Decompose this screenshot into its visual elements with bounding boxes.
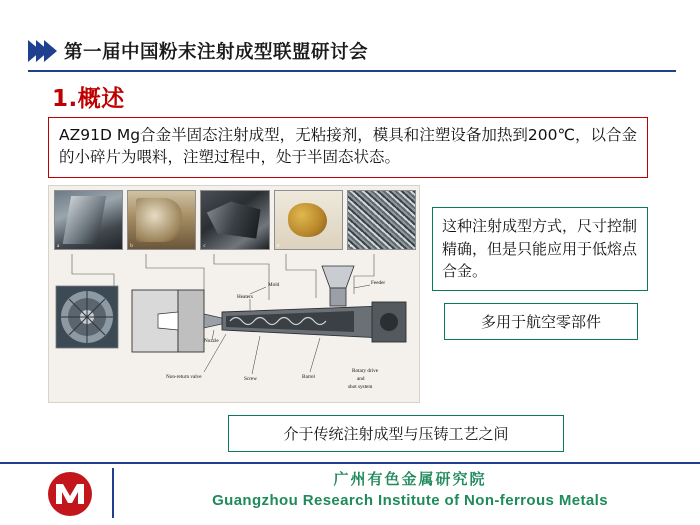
svg-text:Rotary drive: Rotary drive — [352, 368, 379, 374]
header-title: 第一届中国粉末注射成型联盟研讨会 — [64, 42, 369, 63]
photo-label-b: b — [130, 244, 133, 249]
photo-label-e: e — [349, 244, 353, 249]
slide-footer — [0, 464, 700, 525]
sample-photo-c — [200, 190, 269, 250]
svg-text:shot system: shot system — [348, 384, 373, 390]
footer-vertical-divider — [112, 468, 114, 518]
double-chevron-right-icon — [28, 40, 52, 62]
svg-text:Mold: Mold — [268, 282, 280, 288]
photo-label-d: d — [276, 244, 280, 249]
svg-text:Heaters: Heaters — [237, 294, 253, 300]
injection-molding-diagram — [54, 254, 416, 399]
callout-process-position: 介于传统注射成型与压铸工艺之间 — [228, 415, 564, 452]
slide-header — [28, 36, 676, 66]
summary-text: AZ91D Mg合金半固态注射成型，无粘接剂，模具和注塑设备加热到200℃，以合金的小碎片为喂料，注塑过程中，处于半固态状态。 — [59, 126, 637, 167]
sample-photo-d — [274, 190, 343, 250]
sample-photo-b — [127, 190, 196, 250]
footer-name-en: Guangzhou Research Institute of Non-ferrous Metals — [212, 492, 608, 509]
summary-text-box — [48, 117, 648, 178]
svg-text:Non-return valve: Non-return valve — [166, 374, 202, 380]
photo-label-c: c — [203, 244, 206, 249]
callout-precision: 这种注射成型方式，尺寸控制精确，但是只能应用于低熔点合金。 — [432, 207, 648, 291]
sample-photo-e — [347, 190, 416, 250]
footer-name-cn: 广州有色金属研究院 — [333, 470, 487, 488]
svg-text:Feeder: Feeder — [371, 280, 386, 286]
header-divider — [28, 70, 676, 72]
page-title: 1.概述 — [52, 86, 125, 112]
svg-text:Barrel: Barrel — [302, 374, 315, 380]
institute-logo-icon — [44, 470, 96, 518]
svg-text:Nozzle: Nozzle — [204, 338, 219, 344]
callout-aerospace: 多用于航空零部件 — [444, 303, 638, 340]
svg-text:and: and — [357, 376, 365, 382]
sample-photo-a — [54, 190, 123, 250]
footer-institute-name — [140, 468, 680, 509]
svg-text:Screw: Screw — [244, 376, 257, 382]
sample-photo-strip — [54, 190, 416, 250]
process-figure — [48, 185, 420, 403]
photo-label-a: a — [57, 244, 60, 249]
